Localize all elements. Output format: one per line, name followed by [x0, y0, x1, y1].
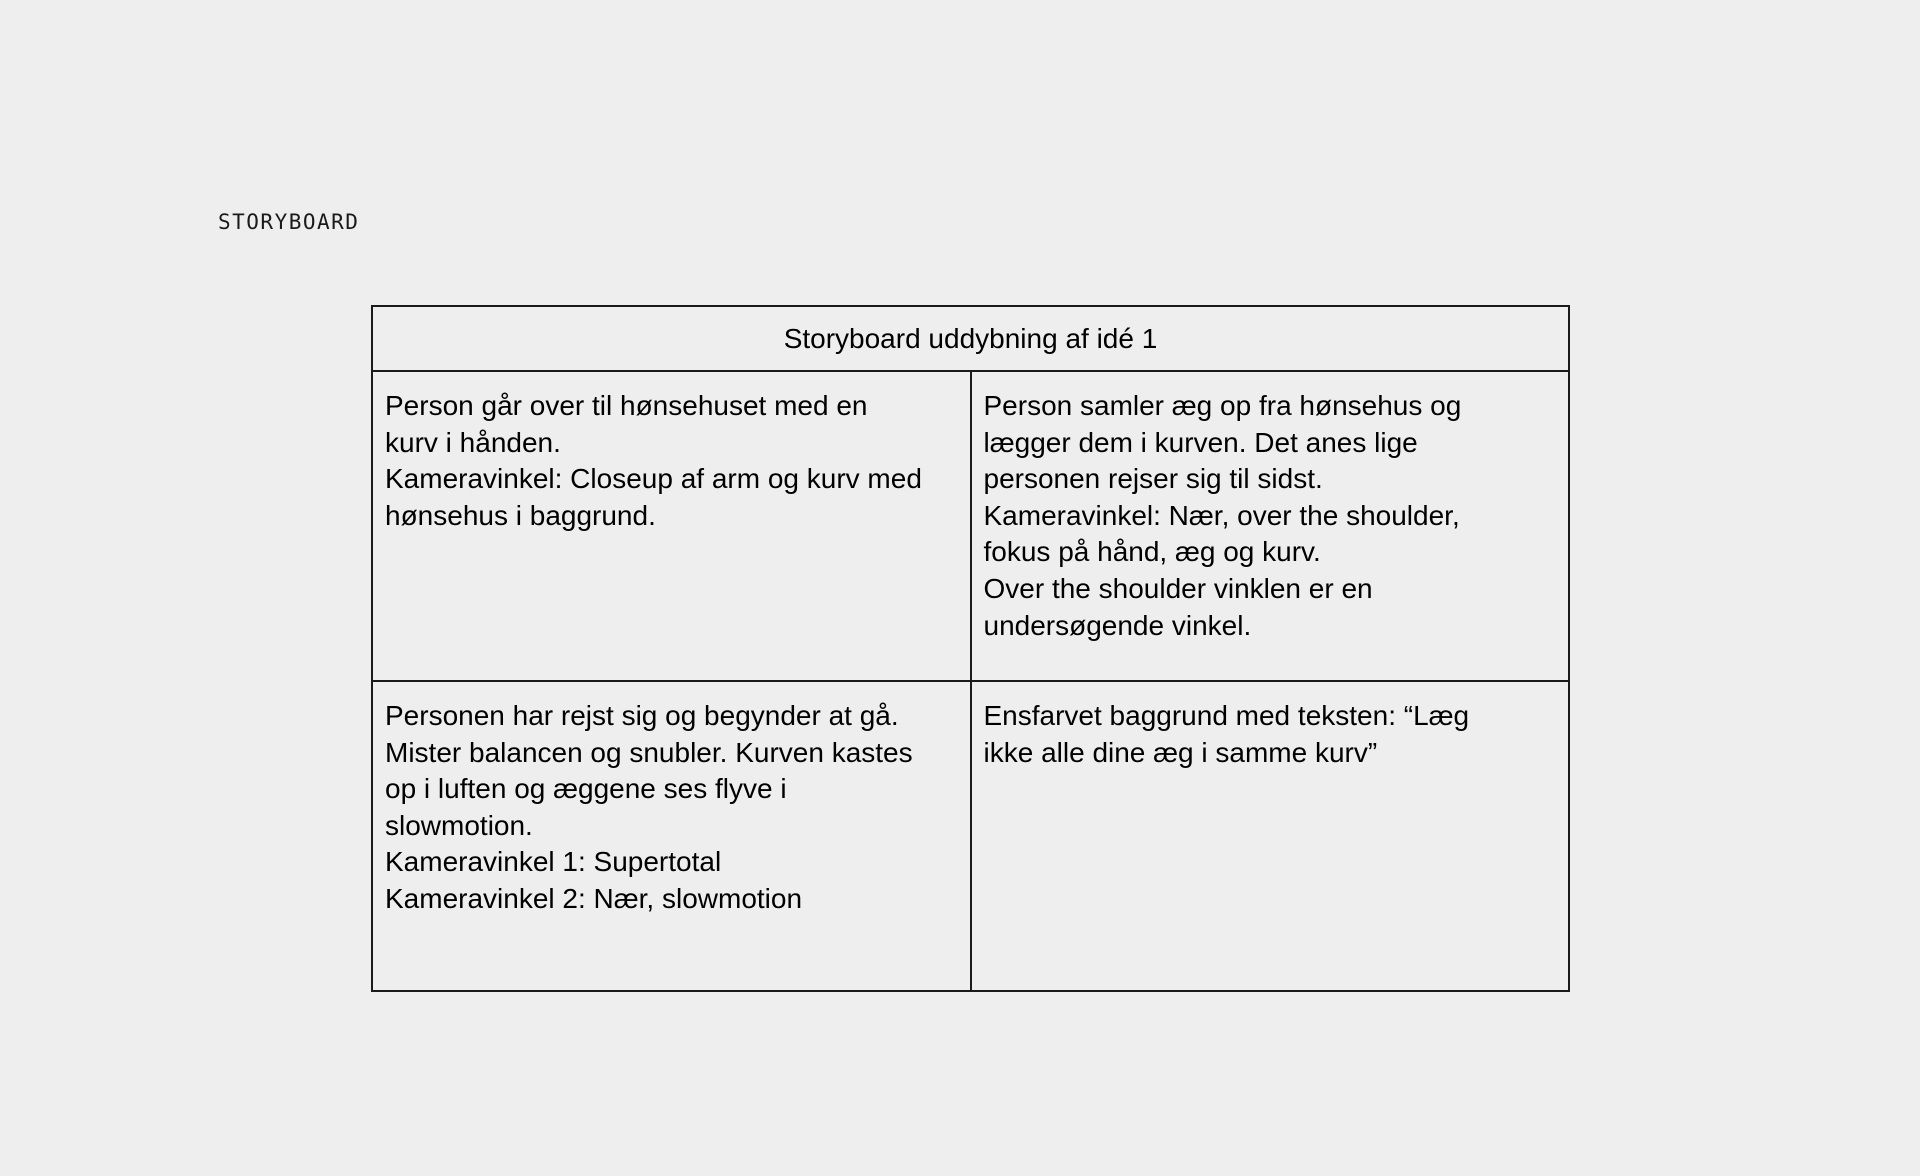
table-row [372, 371, 1569, 681]
table-header-row [372, 306, 1569, 371]
scene-cell-3: Personen har rejst sig og begynder at gå. Mister balancen og snubler. Kurven kastes op i luften og æggene ses flyve i slowmotion. Kameravinkel 1: Supertotal Kameravinkel 2: Nær, slowmotion [372, 681, 971, 991]
table-row [372, 681, 1569, 991]
scene-cell-1: Person går over til hønsehuset med en kurv i hånden. Kameravinkel: Closeup af arm og kurv med hønsehus i baggrund. [372, 371, 971, 681]
scene-cell-2: Person samler æg op fra hønsehus og lægger dem i kurven. Det anes lige personen rejser sig til sidst. Kameravinkel: Nær, over the shoulder, fokus på hånd, æg og kurv. Over the shoulder vinklen er en undersøgende vinkel. [971, 371, 1570, 681]
storyboard-table [371, 305, 1570, 992]
page-label: STORYBOARD [218, 210, 360, 234]
table-header: Storyboard uddybning af idé 1 [372, 306, 1569, 371]
scene-cell-4: Ensfarvet baggrund med teksten: “Læg ikke alle dine æg i samme kurv” [971, 681, 1570, 991]
